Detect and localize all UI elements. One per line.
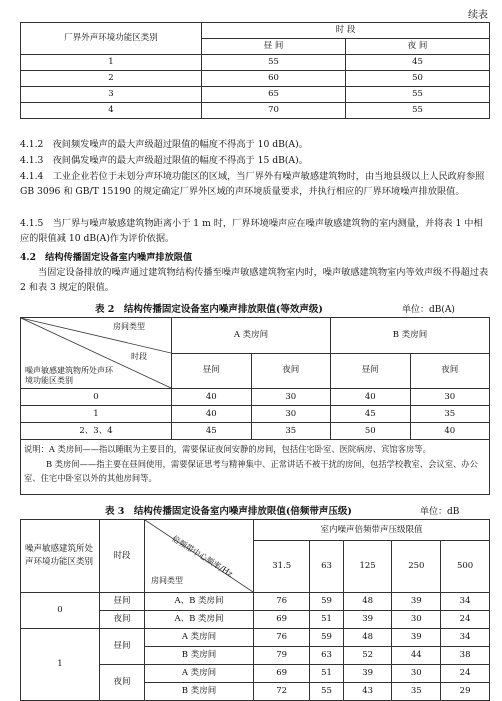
- t3-freq: 125: [343, 541, 392, 593]
- t2-note-a: 说明：A 类房间——指以睡眠为主要目的，需要保证夜间安静的房间，包括住宅卧室、医院病房、宾馆客房等。: [24, 444, 431, 454]
- t3-header-limit: 室内噪声倍频带声压级限值: [254, 520, 490, 541]
- table-2-unit: 单位：dB(A): [402, 305, 455, 315]
- t3-cell: 59: [310, 593, 343, 611]
- t3-cell: 55: [310, 683, 343, 701]
- t3-room: A 类房间: [145, 665, 254, 683]
- t3-cell: 30: [392, 665, 441, 683]
- t2-diag-area: 噪声敏感建筑物所处声环境功能区类别: [25, 366, 113, 385]
- t1-cell: 65: [202, 87, 346, 103]
- t1-header-period: 时 段: [202, 23, 490, 39]
- t2-cell: 45: [172, 423, 252, 440]
- t1-cell: 55: [346, 103, 490, 119]
- t1-header-day: 昼 间: [202, 39, 346, 55]
- t3-cell: 30: [392, 611, 441, 629]
- table-row: [21, 423, 490, 440]
- t2-cell: 35: [251, 423, 331, 440]
- t3-freq: 500: [441, 541, 490, 593]
- table-3-caption: 表 3 结构传播固定设备室内噪声排放限值(倍频带声压级): [105, 506, 352, 517]
- t3-cell: 76: [254, 629, 310, 647]
- t3-period: 昼间: [100, 593, 145, 611]
- t3-cell: 63: [310, 647, 343, 665]
- clause-4-1-3: 4.1.3 夜间偶发噪声的最大声级超过限值的幅度不得高于 15 dB(A)。: [20, 155, 308, 166]
- section-4-2-body: 当固定设备排放的噪声通过建筑物结构传播至噪声敏感建筑物室内时，噪声敏感建筑物室内等效声级不得超过表 2 和表 3 规定的限值。: [20, 267, 489, 293]
- t3-header-area: 噪声敏感建筑所处声环境功能区类别: [21, 520, 100, 593]
- t3-room: A、B 类房间: [145, 593, 254, 611]
- t3-cell: 35: [392, 683, 441, 701]
- t3-room: A、B 类房间: [145, 611, 254, 629]
- t2-note-b: B 类房间——指主要在昼间使用，需要保证思考与精神集中、正常讲话不被干扰的房间，包括学校教室、会议室、办公室、住宅中卧室以外的其他房间等。: [24, 459, 478, 483]
- t2-header-day: 昼间: [172, 353, 252, 389]
- t2-cell: 30: [410, 389, 490, 406]
- t1-cell: 2: [21, 71, 202, 87]
- t3-header-period: 时段: [100, 520, 145, 593]
- t1-header-area: 厂界外声环境功能区类别: [21, 23, 202, 55]
- t3-period: 昼间: [100, 629, 145, 665]
- t3-area: 1: [21, 629, 100, 701]
- t3-cell: 24: [441, 665, 490, 683]
- t2-header-night: 夜间: [251, 353, 331, 389]
- t3-cell: 39: [392, 593, 441, 611]
- t3-cell: 39: [343, 611, 392, 629]
- t3-cell: 51: [310, 665, 343, 683]
- t3-cell: 39: [392, 629, 441, 647]
- t3-area: 0: [21, 593, 100, 629]
- table-row: [21, 103, 490, 119]
- clause-4-1-2: 4.1.2 夜间频发噪声的最大声级超过限值的幅度不得高于 10 dB(A)。: [20, 139, 308, 150]
- t2-diag-room: 房间类型: [113, 322, 145, 331]
- table-row: [21, 406, 490, 423]
- t1-cell: 4: [21, 103, 202, 119]
- t1-cell: 55: [346, 87, 490, 103]
- table-row: [21, 71, 490, 87]
- t3-diag-freq: 倍频带中心频率/Hz: [170, 534, 235, 579]
- t1-cell: 3: [21, 87, 202, 103]
- t3-diagonal-header: [145, 520, 254, 593]
- t3-cell: 59: [310, 629, 343, 647]
- t2-cell: 40: [410, 423, 490, 440]
- table-row: [21, 593, 490, 611]
- t1-cell: 55: [202, 55, 346, 71]
- t2-cell: 30: [251, 389, 331, 406]
- t3-cell: 72: [254, 683, 310, 701]
- t3-cell: 51: [310, 611, 343, 629]
- t3-diag-room: 房间类型: [151, 576, 183, 585]
- t2-header-room-b: B 类房间: [331, 318, 490, 354]
- t1-header-night: 夜 间: [346, 39, 490, 55]
- t2-cell: 40: [172, 406, 252, 423]
- table-row: [21, 55, 490, 71]
- t1-cell: 70: [202, 103, 346, 119]
- t3-cell: 43: [343, 683, 392, 701]
- t3-cell: 76: [254, 593, 310, 611]
- t3-cell: 79: [254, 647, 310, 665]
- clause-4-1-5: 4.1.5 当厂界与噪声敏感建筑物距离小于 1 m 时，厂界环境噪声应在噪声敏感建筑物的室内测量，并将表 1 中相应的限值减 10 dB(A)作为评价依据。: [20, 218, 483, 244]
- t3-period: 夜间: [100, 665, 145, 701]
- t2-cell: 1: [21, 406, 172, 423]
- table-3-unit: 单位：dB: [420, 507, 460, 517]
- t2-cell: 30: [251, 406, 331, 423]
- t3-cell: 44: [392, 647, 441, 665]
- t3-cell: 48: [343, 629, 392, 647]
- t2-cell: 40: [172, 389, 252, 406]
- t1-cell: 60: [202, 71, 346, 87]
- clause-4-1-4: 4.1.4 工业企业若位于未划分声环境功能区的区域，当厂界外有噪声敏感建筑物时，由当地县级以上人民政府参照 GB 3096 和 GB/T 15190 的规定确定厂界外区域的声环境质量要求，并执行相应的厂界环境噪声排放限值。: [20, 171, 485, 197]
- t1-cell: 50: [346, 71, 490, 87]
- t3-freq: 63: [310, 541, 343, 593]
- table-1: [20, 22, 490, 119]
- t3-cell: 69: [254, 665, 310, 683]
- t2-header-day: 昼间: [331, 353, 411, 389]
- t3-room: B 类房间: [145, 683, 254, 701]
- t3-cell: 34: [441, 593, 490, 611]
- table-2-caption: 表 2 结构传播固定设备室内噪声排放限值(等效声级): [95, 304, 323, 315]
- t3-cell: 69: [254, 611, 310, 629]
- t3-cell: 29: [441, 683, 490, 701]
- t2-diag-period: 时段: [131, 352, 147, 361]
- t2-cell: 45: [331, 406, 411, 423]
- t2-diagonal-header: [21, 318, 172, 389]
- t1-cell: 45: [346, 55, 490, 71]
- table-row: [21, 629, 490, 647]
- t3-freq: 250: [392, 541, 441, 593]
- t2-cell: 35: [410, 406, 490, 423]
- table-row: [21, 87, 490, 103]
- t3-cell: 39: [343, 665, 392, 683]
- t1-cell: 1: [21, 55, 202, 71]
- t3-cell: 52: [343, 647, 392, 665]
- t2-header-night: 夜间: [410, 353, 490, 389]
- t3-room: B 类房间: [145, 647, 254, 665]
- t3-freq: 31.5: [254, 541, 310, 593]
- t2-cell: 2、3、4: [21, 423, 172, 440]
- t2-header-room-a: A 类房间: [172, 318, 331, 354]
- table-3: [20, 519, 490, 701]
- table-row: [21, 389, 490, 406]
- t2-cell: 40: [331, 389, 411, 406]
- t3-cell: 34: [441, 629, 490, 647]
- continued-label: 续表: [468, 10, 488, 21]
- t3-cell: 48: [343, 593, 392, 611]
- t2-cell: 50: [331, 423, 411, 440]
- t3-room: A 类房间: [145, 629, 254, 647]
- t3-period: 夜间: [100, 611, 145, 629]
- t2-cell: 0: [21, 389, 172, 406]
- t3-cell: 24: [441, 611, 490, 629]
- section-4-2-heading: 4.2 结构传播固定设备室内噪声排放限值: [20, 252, 193, 263]
- t3-cell: 38: [441, 647, 490, 665]
